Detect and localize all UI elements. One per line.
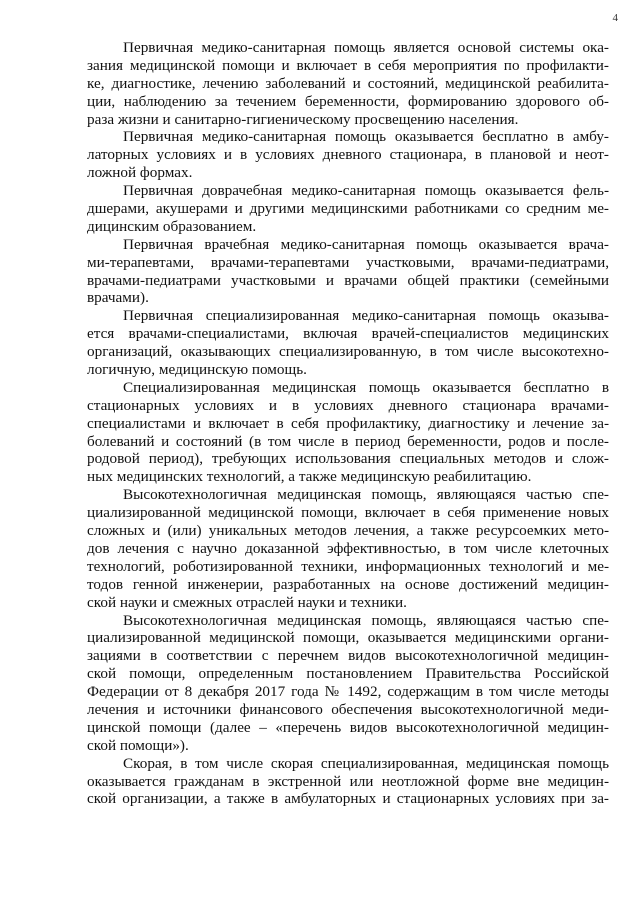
text-line: Скорая, в том числе скорая специализированная, медицинская помощь: [123, 754, 609, 772]
text-line: дицинским образованием.: [87, 217, 257, 235]
paragraph: [87, 612, 609, 755]
text-line: ется врачами-специалистами, включая врачей-специалистов медицинских: [87, 325, 609, 343]
text-line: ской организации, а также в амбулаторных и стационарных условиях при за-: [87, 790, 609, 808]
text-line: ке, диагностике, лечению заболеваний и состояний, медицинской реабилита-: [87, 74, 609, 92]
paragraph: [87, 182, 609, 236]
text-line: врачами).: [87, 289, 149, 307]
text-line: специалистами и включает в себя профилактику, диагностику и лечение за-: [87, 414, 609, 432]
text-line: Первичная врачебная медико-санитарная помощь оказывается врача-: [123, 235, 609, 253]
text-line: Первичная медико-санитарная помощь оказывается бесплатно в амбу-: [123, 128, 609, 146]
text-line: оказывается гражданам в экстренной или неотложной форме вне медицин-: [87, 772, 609, 790]
text-line: стационарных условиях и в условиях дневного стационара врачами-: [87, 396, 609, 414]
text-line: ской помощи»).: [87, 736, 189, 754]
text-line: родовой период), требующих использования специальных методов и слож-: [87, 450, 609, 468]
paragraph: [87, 39, 609, 128]
text-line: ложной формах.: [87, 164, 193, 182]
paragraph: [87, 128, 609, 182]
paragraph: [87, 755, 609, 809]
text-line: Первичная доврачебная медико-санитарная помощь оказывается фель-: [123, 182, 609, 200]
text-line: тодов генной инженерии, разработанных на основе достижений медицин-: [87, 575, 609, 593]
text-line: латорных условиях и в условиях дневного стационара, в плановой и неот-: [87, 146, 609, 164]
text-line: ской помощи, определенным постановлением Правительства Российской: [87, 665, 609, 683]
text-line: зациями в соответствии с перечнем видов высокотехнологичной медицин-: [87, 647, 609, 665]
paragraph: [87, 307, 609, 379]
text-line: циализированной медицинской помощи, включает в себя применение новых: [87, 504, 609, 522]
text-line: циализированной медицинской помощи, оказывается медицинскими органи-: [87, 629, 609, 647]
text-line: Федерации от 8 декабря 2017 года № 1492, содержащим в том числе методы: [87, 683, 609, 701]
text-line: Первичная медико-санитарная помощь является основой системы ока-: [123, 39, 609, 56]
text-line: логичную, медицинскую помощь.: [87, 361, 307, 379]
text-line: дов лечения с научно доказанной эффективностью, в том числе клеточных: [87, 539, 609, 557]
text-line: ных медицинских технологий, а также медицинскую реабилитацию.: [87, 468, 532, 486]
text-line: лечения и источники финансового обеспечения высокотехнологичной меди-: [87, 700, 609, 718]
text-line: болеваний и состояний (в том числе в период беременности, родов и после-: [87, 432, 609, 450]
text-line: ской науки и смежных отраслей науки и техники.: [87, 593, 407, 611]
paragraph: [87, 486, 609, 611]
text-line: дшерами, акушерами и другими медицинскими работниками со средним ме-: [87, 200, 609, 218]
text-line: организаций, оказывающих специализированную, в том числе высокотехно-: [87, 343, 609, 361]
text-line: Высокотехнологичная медицинская помощь, являющаяся частью спе-: [123, 611, 609, 629]
paragraph: [87, 379, 609, 486]
text-line: Высокотехнологичная медицинская помощь, являющаяся частью спе-: [123, 486, 609, 504]
page-number: 4: [612, 12, 618, 24]
text-line: цинской помощи (далее – «перечень видов высокотехнологичной медицин-: [87, 718, 609, 736]
paragraph: [87, 236, 609, 308]
text-line: зания медицинской помощи и включает в себя мероприятия по профилакти-: [87, 56, 609, 74]
text-line: ции, наблюдению за течением беременности, формированию здорового об-: [87, 92, 609, 110]
document-body: [87, 39, 609, 808]
text-line: технологий, роботизированной техники, информационных технологий и ме-: [87, 557, 609, 575]
text-line: Первичная специализированная медико-санитарная помощь оказыва-: [123, 307, 609, 325]
text-line: врачами-педиатрами участковыми и врачами общей практики (семейными: [87, 271, 609, 289]
text-line: Специализированная медицинская помощь оказывается бесплатно в: [123, 378, 609, 396]
text-line: сложных и (или) уникальных методов лечения, а также ресурсоемких мето-: [87, 522, 609, 540]
text-line: раза жизни и санитарно-гигиеническому просвещению населения.: [87, 110, 519, 128]
text-line: ми-терапевтами, врачами-терапевтами участковыми, врачами-педиатрами,: [87, 253, 609, 271]
